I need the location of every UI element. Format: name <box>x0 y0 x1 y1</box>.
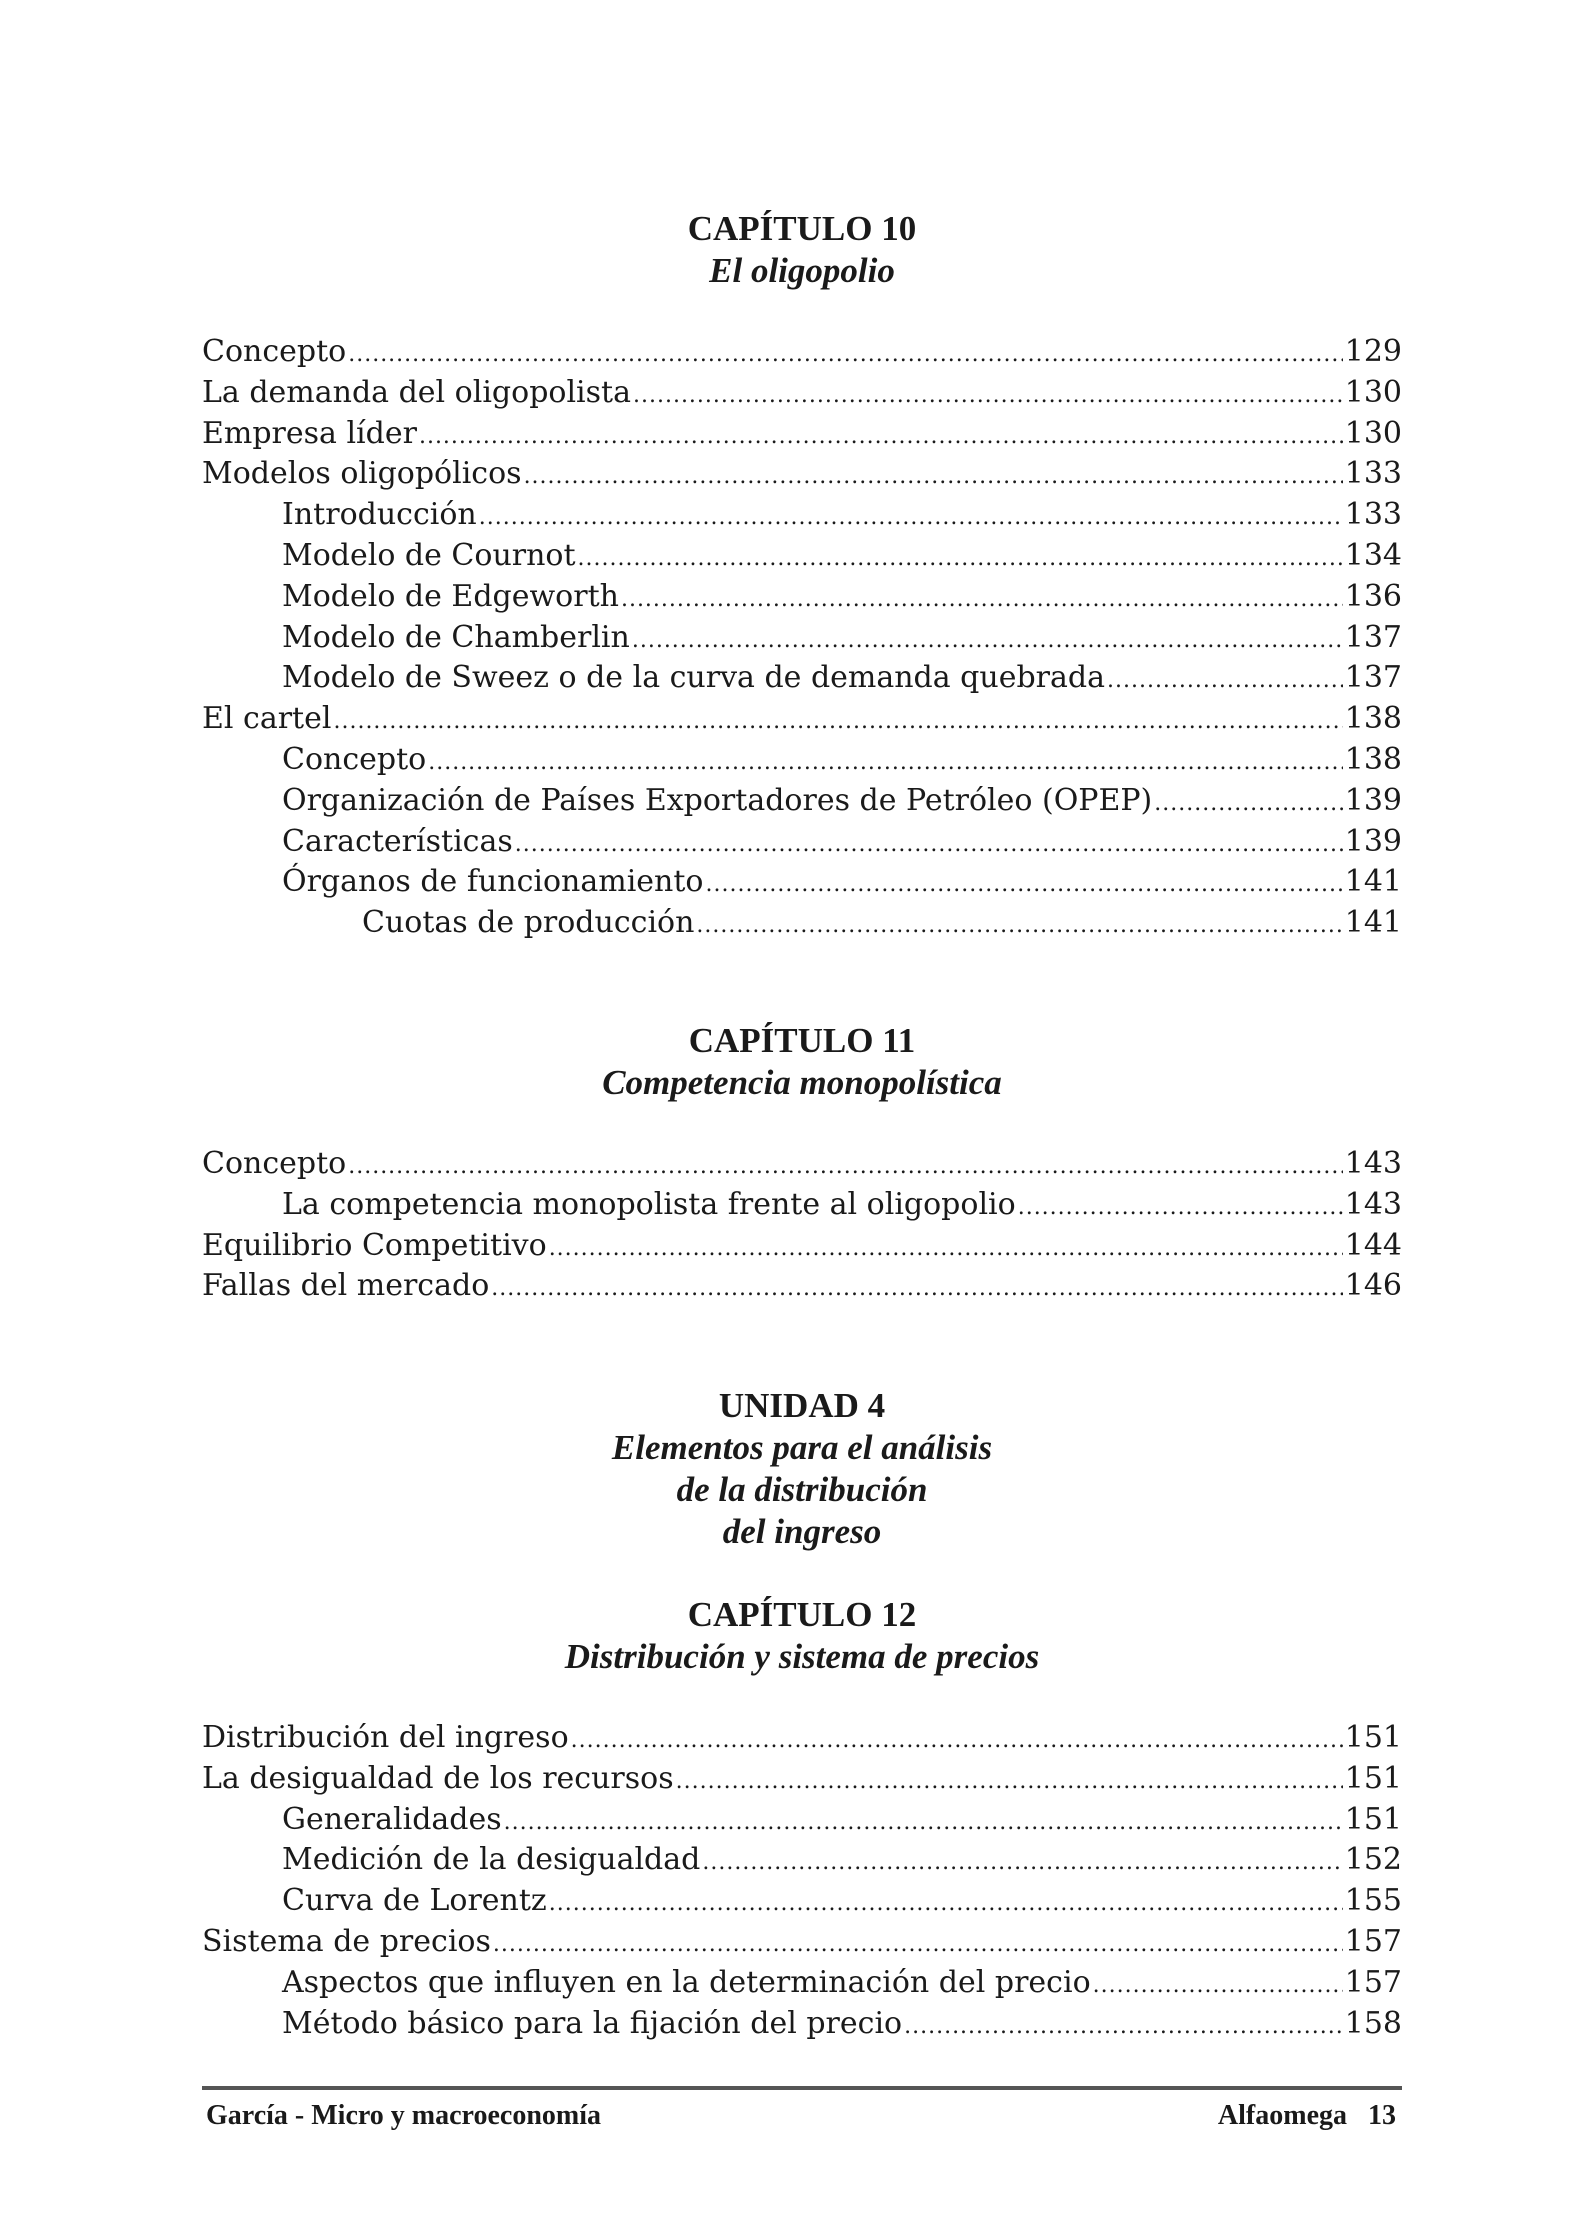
toc-entry[interactable]: Organización de Países Exportadores de Petróleo (OPEP) ..... 139 <box>202 781 1402 822</box>
toc-list <box>202 1144 1402 1307</box>
footer-book-title: García - Micro y macroeconomía <box>206 2100 601 2131</box>
toc-entry[interactable]: Fallas del mercado ..... 146 <box>202 1266 1402 1307</box>
toc-entry[interactable]: Medición de la desigualdad ..... 152 <box>202 1840 1402 1881</box>
dot-leader <box>621 580 1343 621</box>
dot-leader <box>348 1147 1343 1188</box>
toc-entry[interactable]: Aspectos que influyen en la determinación del precio ..... 157 <box>202 1963 1402 2004</box>
dot-leader <box>419 417 1343 458</box>
footer-publisher-page: Alfaomega 13 <box>1217 2100 1396 2131</box>
unit-title: UNIDAD 4 <box>718 1386 886 1425</box>
page-number: 139 <box>1344 823 1402 859</box>
page-number: 151 <box>1344 1801 1402 1837</box>
chapter-12-section <box>202 1594 1402 2044</box>
unit-subtitle-line-3: del ingreso <box>722 1512 882 1551</box>
footer-divider <box>202 2086 1402 2090</box>
dot-leader <box>571 1721 1343 1762</box>
dot-leader <box>504 1803 1343 1844</box>
toc-entry[interactable]: Modelos oligopólicos ..... 133 <box>202 454 1402 495</box>
page-number: 157 <box>1344 1923 1402 1959</box>
page-number: 141 <box>1344 864 1402 900</box>
toc-entry[interactable]: Empresa líder ..... 130 <box>202 414 1402 455</box>
toc-entry[interactable]: Sistema de precios ..... 157 <box>202 1922 1402 1963</box>
page-number: 138 <box>1344 741 1402 777</box>
page-number: 143 <box>1344 1146 1402 1181</box>
dot-leader <box>333 702 1342 743</box>
toc-entry[interactable]: Método básico para la fijación del precio ..... 158 <box>202 2004 1402 2045</box>
dot-leader <box>696 906 1342 947</box>
dot-leader <box>1093 1966 1343 2007</box>
page-number: 143 <box>1344 1186 1402 1222</box>
toc-entry[interactable]: Concepto ..... 143 <box>202 1144 1402 1185</box>
dot-leader <box>549 1884 1343 1925</box>
page-number: 129 <box>1344 334 1402 369</box>
dot-leader <box>578 539 1343 580</box>
toc-entry[interactable]: Órganos de funcionamiento ..... 141 <box>202 862 1402 903</box>
page-number: 130 <box>1344 415 1402 451</box>
toc-entry[interactable]: Equilibrio Competitivo ..... 144 <box>202 1226 1402 1267</box>
dot-leader <box>633 376 1343 417</box>
page-number: 139 <box>1344 782 1402 818</box>
toc-entry[interactable]: La desigualdad de los recursos ..... 151 <box>202 1759 1402 1800</box>
dot-leader <box>348 335 1343 376</box>
page-number: 152 <box>1344 1842 1402 1878</box>
page-number: 151 <box>1344 1760 1402 1796</box>
page-footer <box>206 2100 1396 2132</box>
chapter-heading <box>202 1020 1402 1104</box>
toc-entry[interactable]: Introducción ..... 133 <box>202 495 1402 536</box>
toc-entry[interactable]: La competencia monopolista frente al oligopolio ..... 143 <box>202 1185 1402 1226</box>
toc-entry[interactable]: Concepto ..... 138 <box>202 740 1402 781</box>
chapter-10-section <box>202 208 1402 944</box>
chapter-subtitle: Competencia monopolística <box>602 1063 1002 1102</box>
chapter-11-section <box>202 1020 1402 1307</box>
page-number: 158 <box>1344 2005 1402 2041</box>
dot-leader <box>632 621 1343 662</box>
toc-entry[interactable]: La demanda del oligopolista ..... 130 <box>202 373 1402 414</box>
page-number: 157 <box>1344 1964 1402 2000</box>
toc-entry[interactable]: Cuotas de producción ..... 141 <box>202 903 1402 944</box>
page-number: 138 <box>1344 701 1402 737</box>
toc-entry[interactable]: Modelo de Chamberlin ..... 137 <box>202 618 1402 659</box>
dot-leader <box>1107 661 1343 702</box>
toc-entry[interactable]: El cartel ..... 138 <box>202 699 1402 740</box>
dot-leader <box>676 1762 1343 1803</box>
toc-entry[interactable]: Generalidades ..... 151 <box>202 1800 1402 1841</box>
dot-leader <box>524 457 1343 498</box>
page-number: 130 <box>1344 374 1402 410</box>
page-number: 137 <box>1344 660 1402 696</box>
dot-leader <box>549 1229 1343 1270</box>
dot-leader <box>702 1843 1342 1884</box>
dot-leader <box>904 2007 1343 2048</box>
chapter-title: CAPÍTULO 10 <box>687 209 917 248</box>
page-number: 134 <box>1344 537 1402 573</box>
page-number: 133 <box>1344 456 1402 492</box>
toc-list <box>202 332 1402 944</box>
page-number: 133 <box>1344 497 1402 533</box>
toc-entry[interactable]: Concepto ..... 129 <box>202 332 1402 373</box>
toc-entry[interactable]: Modelo de Cournot ..... 134 <box>202 536 1402 577</box>
page-number: 136 <box>1344 578 1402 614</box>
dot-leader <box>515 825 1343 866</box>
unit-subtitle-line-1: Elementos para el análisis <box>611 1428 993 1467</box>
dot-leader <box>491 1269 1342 1310</box>
dot-leader <box>428 743 1343 784</box>
chapter-title: CAPÍTULO 11 <box>688 1021 916 1060</box>
page-number: 146 <box>1344 1268 1402 1304</box>
toc-entry[interactable]: Características ..... 139 <box>202 822 1402 863</box>
chapter-title: CAPÍTULO 12 <box>687 1595 917 1634</box>
toc-entry[interactable]: Modelo de Edgeworth ..... 136 <box>202 577 1402 618</box>
dot-leader <box>705 865 1342 906</box>
chapter-heading <box>202 208 1402 292</box>
page-number: 137 <box>1344 619 1402 655</box>
toc-entry[interactable]: Modelo de Sweez o de la curva de demanda quebrada ..... 137 <box>202 658 1402 699</box>
toc-entry[interactable]: Distribución del ingreso ..... 151 <box>202 1718 1402 1759</box>
unit-subtitle-line-2: de la distribución <box>676 1470 928 1509</box>
dot-leader <box>1018 1188 1343 1229</box>
toc-list <box>202 1718 1402 2044</box>
toc-entry[interactable]: Curva de Lorentz ..... 155 <box>202 1881 1402 1922</box>
unit-4-heading <box>202 1385 1402 1553</box>
page-number: 151 <box>1344 1720 1402 1755</box>
page-number: 144 <box>1344 1227 1402 1263</box>
dot-leader <box>479 498 1343 539</box>
chapter-subtitle: El oligopolio <box>709 251 895 290</box>
chapter-heading <box>202 1594 1402 1678</box>
dot-leader <box>493 1925 1343 1966</box>
page-number: 141 <box>1344 905 1402 941</box>
chapter-subtitle: Distribución y sistema de precios <box>564 1637 1040 1676</box>
page-number: 155 <box>1344 1883 1402 1919</box>
dot-leader <box>1154 784 1342 825</box>
